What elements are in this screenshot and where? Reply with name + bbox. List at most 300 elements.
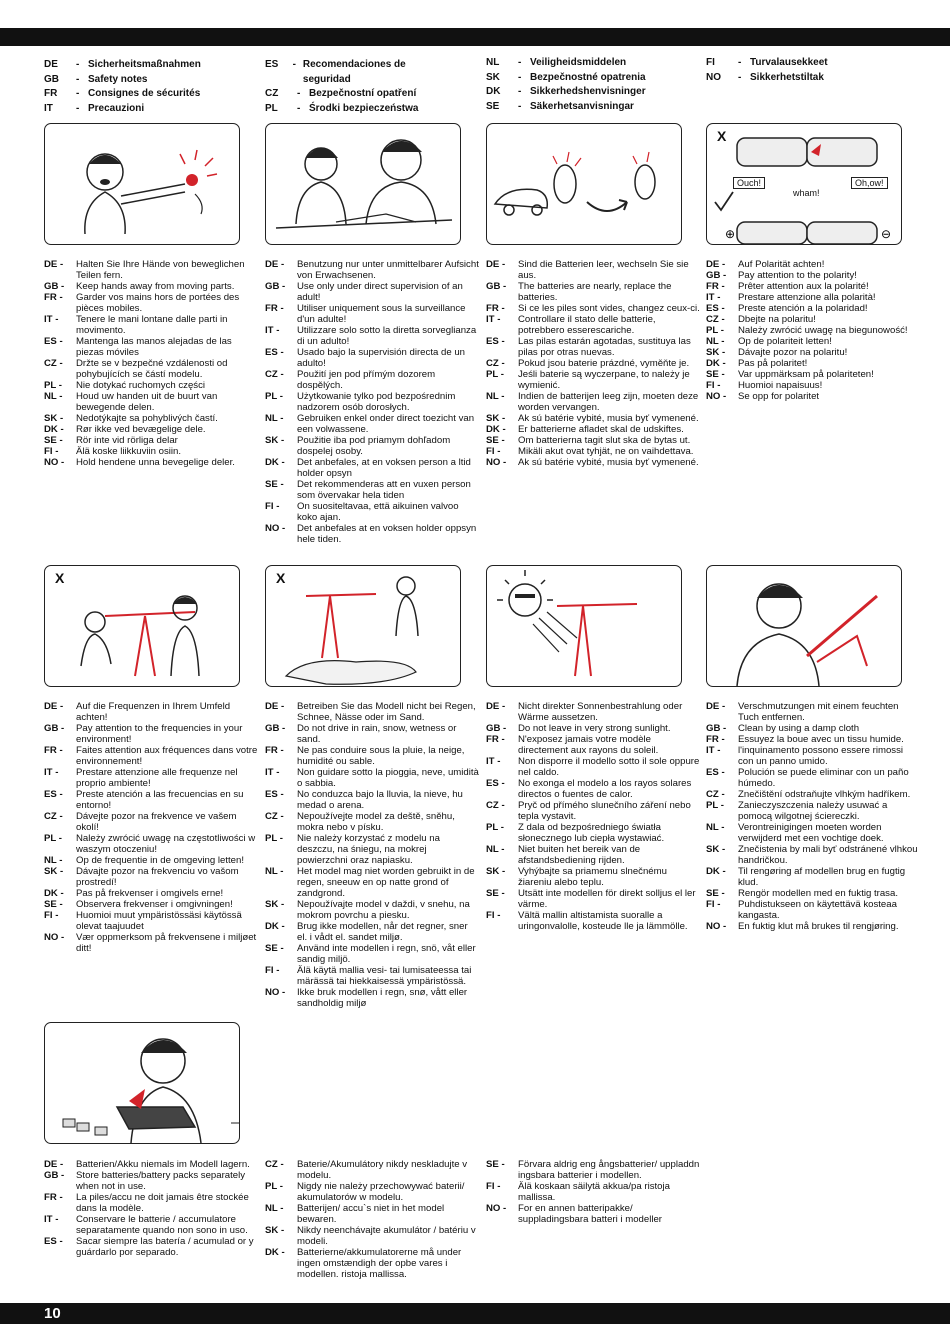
lang-code: CZ -	[44, 811, 63, 822]
instruction-row	[706, 866, 920, 888]
instruction-text: The batteries are nearly, replace the batteries.	[518, 281, 672, 303]
lang-code: PL -	[44, 833, 62, 844]
instruction-text: Należy zwrócić uwagę na biegunowość!	[738, 325, 908, 336]
lang-code: FR -	[486, 303, 505, 314]
instruction-row	[265, 303, 479, 325]
text-sunlight	[486, 701, 700, 932]
lang-code: ES -	[44, 1236, 63, 1247]
instruction-text: Halten Sie Ihre Hände von beweglichen Teilen fern.	[76, 259, 245, 281]
instruction-text: Nie dotykać ruchomych części	[76, 380, 206, 391]
boy-cleaning-crane-illustration	[707, 566, 902, 687]
instruction-text: Controllare il stato delle batterie, potrebbero esserescariche.	[518, 314, 656, 336]
instruction-row	[706, 380, 920, 391]
instruction-row	[44, 424, 258, 435]
lang-code: DE -	[486, 259, 506, 270]
lang-code: GB -	[265, 723, 286, 734]
lang-code: SE -	[486, 435, 505, 446]
instruction-row	[486, 259, 700, 281]
instruction-text: Ikke bruk modellen i regn, snø, vått eller sandholdig miljø	[297, 987, 468, 1009]
instruction-text: Hold hendene unna bevegelige deler.	[76, 457, 235, 468]
separator: -	[292, 59, 296, 70]
instruction-row	[44, 1236, 258, 1258]
lang-code: IT -	[486, 756, 501, 767]
instruction-row	[486, 822, 700, 844]
instruction-row	[486, 1181, 700, 1203]
instruction-row	[265, 921, 479, 943]
instruction-row	[706, 899, 920, 921]
instruction-row	[706, 701, 920, 723]
instruction-row	[706, 259, 920, 270]
instruction-row	[265, 457, 479, 479]
separator: -	[518, 71, 522, 83]
lang-code: FR -	[265, 303, 284, 314]
instruction-text: Zanieczyszczenia należy usuwać a pomocą wilgotnej ściereczki.	[738, 800, 888, 822]
instruction-row	[706, 734, 920, 745]
heading-row	[44, 73, 249, 88]
lang-code: SE	[486, 100, 500, 112]
lang-code: PL	[265, 102, 278, 114]
instruction-text: Clean by using a damp cloth	[738, 723, 860, 734]
instruction-text: Nigdy nie należy przechowywać baterii/ akumulatorów w modelu.	[297, 1181, 465, 1203]
instruction-text: Pokud jsou baterie prázdné, vyměňte je.	[518, 358, 690, 369]
heading-text: Safety notes	[88, 73, 148, 85]
heading-row	[44, 87, 249, 102]
instruction-row	[44, 789, 258, 811]
lang-code: NO -	[486, 457, 507, 468]
instruction-row	[265, 745, 479, 767]
instruction-row	[486, 778, 700, 800]
lang-code: GB -	[486, 281, 507, 292]
heading-row	[44, 102, 249, 117]
lang-code: CZ -	[706, 314, 725, 325]
instruction-row	[265, 1203, 479, 1225]
instruction-text: Use only under direct supervision of an adult!	[297, 281, 463, 303]
lang-code: ES	[265, 59, 279, 70]
lang-code: DK -	[265, 457, 285, 468]
lang-code: PL -	[265, 833, 283, 844]
instruction-text: Store batteries/battery packs separately when not in use.	[76, 1170, 246, 1192]
lang-code: GB -	[265, 281, 286, 292]
instruction-row	[265, 866, 479, 899]
lang-code: NL -	[706, 822, 725, 833]
lang-code: GB -	[44, 1170, 65, 1181]
lang-code: CZ -	[706, 789, 725, 800]
lang-code: NL -	[265, 1203, 284, 1214]
instruction-row	[486, 457, 700, 468]
svg-text:⊖: ⊖	[881, 227, 892, 241]
instruction-text: Dávajte pozor na polaritu!	[738, 347, 848, 358]
lang-code: NO -	[44, 457, 65, 468]
instruction-text: Var uppmärksam på polariteten!	[738, 369, 874, 380]
instruction-text: Het model mag niet worden gebruikt in de regen, sneeuw en op natte grond of zandgrond.	[297, 866, 475, 899]
instruction-text: Las pilas estarán agotadas, sustituya las pilas por otras nuevas.	[518, 336, 691, 358]
instruction-text: Ak sú batérie vybité, musia byť vymenené.	[518, 413, 699, 424]
lang-code: ES -	[265, 347, 284, 358]
lang-code: ES -	[265, 789, 284, 800]
heading-text: Bezpečnostné opatrenia	[530, 71, 646, 83]
lang-code: PL -	[265, 1181, 283, 1192]
instruction-text: Rör inte vid rörliga delar	[76, 435, 178, 446]
instruction-text: N'exposez jamais votre modèle directement aux rayons du soleil.	[518, 734, 659, 756]
instruction-row	[265, 987, 479, 1009]
instruction-row	[265, 391, 479, 413]
instruction-text: Älä käytä mallia vesi- tai lumisateessa tai märässä tai hiekkaisessä ympäristössä.	[297, 965, 472, 987]
crane-in-puddle-illustration	[266, 566, 461, 687]
instruction-text: Niet buiten het bereik van de afstandsbediening rijden.	[518, 844, 641, 866]
instruction-text: Huomioi napaisuus!	[738, 380, 823, 391]
heading-col-2	[265, 58, 435, 116]
instruction-row	[265, 347, 479, 369]
instruction-text: Non guidare sotto la pioggia, neve, umidità o sabbia.	[297, 767, 479, 789]
text-store-batteries-2	[265, 1159, 479, 1280]
instruction-row	[706, 303, 920, 314]
lang-code: DK -	[265, 921, 285, 932]
lang-code: DK -	[706, 866, 726, 877]
instruction-row	[265, 1247, 479, 1280]
instruction-row	[486, 369, 700, 391]
heading-text: Środki bezpieczeństwa	[309, 102, 419, 114]
instruction-row	[486, 844, 700, 866]
lang-code: FI -	[706, 899, 721, 910]
instruction-row	[486, 734, 700, 756]
instruction-text: Znečistenia by mali byť odstránené vlhkou handričkou.	[738, 844, 918, 866]
separator: -	[738, 71, 742, 83]
instruction-text: Älä koske liikkuviin osiin.	[76, 446, 182, 457]
instruction-row	[486, 866, 700, 888]
instruction-text: Nie należy korzystać z modelu na deszczu, na śniegu, na mokrej powierzchni oraz napiasku.	[297, 833, 440, 866]
wham-label: wham!	[793, 188, 820, 198]
instruction-text: Pryč od přímého slunečního záření nebo tepla vystavit.	[518, 800, 691, 822]
instruction-row	[44, 866, 258, 888]
panel-store-batteries	[44, 1022, 240, 1144]
instruction-text: Sind die Batterien leer, wechseln Sie sie aus.	[518, 259, 689, 281]
heading-row	[706, 71, 911, 86]
instruction-row	[265, 1225, 479, 1247]
instruction-text: Vyhýbajte sa priamemu slnečnému žiareniu alebo teplu.	[518, 866, 667, 888]
instruction-text: For en annen batteripakke/ suppladingsbara batteri i modeller	[518, 1203, 662, 1225]
instruction-row	[44, 1159, 258, 1170]
instruction-text: Op de frequentie in de omgeving letten!	[76, 855, 245, 866]
instruction-text: Använd inte modellen i regn, snö, våt eller sandig miljö.	[297, 943, 476, 965]
text-frequencies	[44, 701, 258, 954]
heading-row	[265, 102, 435, 117]
instruction-text: Pay attention to the polarity!	[738, 270, 857, 281]
lang-code: CZ -	[486, 800, 505, 811]
lang-code: DE -	[265, 701, 285, 712]
lang-code: DE	[44, 59, 58, 70]
instruction-row	[706, 314, 920, 325]
separator: -	[76, 102, 80, 114]
lang-code: IT -	[706, 292, 721, 303]
instruction-text: No conduzca bajo la lluvia, la nieve, hu medad o arena.	[297, 789, 463, 811]
instruction-text: Batterijen/ accu`s niet in het model bewaren.	[297, 1203, 445, 1225]
heading-row	[486, 100, 691, 115]
instruction-text: Baterie/Akumulátory nikdy neskladujte v modelu.	[297, 1159, 468, 1181]
instruction-text: Til rengøring af modellen brug en fugtig klud.	[738, 866, 906, 888]
lang-code: DK	[486, 86, 501, 97]
heading-col-3	[486, 56, 691, 114]
lang-code: NO -	[265, 987, 286, 998]
lang-code: NL -	[44, 855, 63, 866]
lang-code: ES -	[706, 767, 725, 778]
instruction-row	[44, 701, 258, 723]
heading-row	[706, 56, 911, 71]
instruction-text: Preste atención a las frecuencias en su entorno!	[76, 789, 244, 811]
instruction-text: Nikdy neenchávajte akumulátor / batériu v modeli.	[297, 1225, 476, 1247]
heading-row	[265, 58, 435, 87]
lang-code: NO -	[44, 932, 65, 943]
lang-code: SK -	[486, 866, 506, 877]
instruction-text: Conservare le batterie / accumulatore separatamente quando non sono in uso.	[76, 1214, 248, 1236]
instruction-text: Det anbefales, at en voksen person a ltid holder opsyn	[297, 457, 471, 479]
instruction-text: Verontreinigingen moeten worden verwijderd met een vochtige doek.	[738, 822, 884, 844]
instruction-text: Batterierne/akkumulatorerne må under ingen omstændigh der opbe vares i modellen. ristoja mallissa.	[297, 1247, 462, 1280]
instruction-row	[706, 270, 920, 281]
instruction-row	[265, 767, 479, 789]
instruction-row	[706, 336, 920, 347]
text-batteries-empty	[486, 259, 700, 468]
ouch-label: Ouch!	[733, 177, 765, 189]
panel-adult-supervision	[265, 123, 461, 245]
instruction-row	[486, 888, 700, 910]
instruction-row	[265, 833, 479, 866]
instruction-row	[44, 899, 258, 910]
lang-code: NL -	[265, 413, 284, 424]
lang-code: GB -	[486, 723, 507, 734]
instruction-text: Jeśli baterie są wyczerpane, to należy je wymienić.	[518, 369, 690, 391]
instruction-text: Mantenga las manos alejadas de las piezas móviles	[76, 336, 232, 358]
instruction-row	[486, 1159, 700, 1181]
instruction-row	[265, 789, 479, 811]
adult-child-illustration	[266, 124, 461, 245]
instruction-text: Sacar siempre las batería / acumulad or y guárdarlo por separado.	[76, 1236, 254, 1258]
instruction-row	[486, 336, 700, 358]
instruction-text: Nepoužívejte model za deště, sněhu, mokra nebo v písku.	[297, 811, 455, 833]
instruction-text: Nicht direkter Sonnenbestrahlung oder Wärme aussetzen.	[518, 701, 683, 723]
heading-text: Bezpečnostní opatření	[309, 88, 417, 99]
lang-code: SK -	[706, 347, 726, 358]
heading-text: Precauzioni	[88, 102, 145, 114]
lang-code: NL -	[265, 866, 284, 877]
instruction-row	[44, 811, 258, 833]
lang-code: FI -	[486, 446, 501, 457]
instruction-text: Prêter attention aux la polarité!	[738, 281, 869, 292]
instruction-row	[706, 822, 920, 844]
lang-code: ES -	[486, 778, 505, 789]
instruction-row	[706, 358, 920, 369]
lang-code: IT -	[486, 314, 501, 325]
heading-text: Sicherheitsmaßnahmen	[88, 59, 201, 70]
instruction-text: Betreiben Sie das Modell nicht bei Regen, Schnee, Nässe oder im Sand.	[297, 701, 476, 723]
instruction-row	[44, 435, 258, 446]
lang-code: NO -	[265, 523, 286, 534]
instruction-row	[486, 446, 700, 457]
instruction-text: En fuktig klut må brukes til rengjøring.	[738, 921, 899, 932]
lang-code: FI -	[44, 910, 59, 921]
instruction-row	[44, 1170, 258, 1192]
instruction-row	[706, 789, 920, 800]
instruction-row	[44, 888, 258, 899]
lang-code: GB -	[706, 270, 727, 281]
lang-code: DE -	[44, 259, 64, 270]
lang-code: CZ -	[265, 1159, 284, 1170]
instruction-row	[486, 281, 700, 303]
lang-code: PL -	[486, 369, 504, 380]
separator: -	[76, 88, 80, 99]
instruction-text: Auf die Frequenzen in Ihrem Umfeld achten!	[76, 701, 231, 723]
wrong-x-mark: X	[717, 128, 727, 144]
heading-row	[486, 85, 691, 100]
lang-code: NL -	[486, 844, 505, 855]
separator: -	[518, 86, 522, 97]
lang-code: GB -	[44, 281, 65, 292]
instruction-row	[44, 413, 258, 424]
separator: -	[518, 57, 522, 68]
instruction-row	[706, 800, 920, 822]
instruction-text: Mikäli akut ovat tyhjät, ne on vaihdettava.	[518, 446, 694, 457]
instruction-row	[706, 888, 920, 899]
boy-storing-batteries-illustration	[45, 1023, 240, 1144]
instruction-text: Det anbefales at en voksen holder oppsyn hele tiden.	[297, 523, 477, 545]
separator: -	[76, 73, 80, 85]
text-polarity	[706, 259, 920, 402]
lang-code: SE -	[706, 888, 725, 899]
lang-code: PL -	[486, 822, 504, 833]
instruction-row	[44, 391, 258, 413]
panel-rain-snow	[265, 565, 461, 687]
lang-code: PL -	[706, 800, 724, 811]
lang-code: NO -	[706, 921, 727, 932]
instruction-row	[44, 457, 258, 468]
instruction-row	[265, 259, 479, 281]
instruction-text: Op de polariteit letten!	[738, 336, 832, 347]
lang-code: DK -	[486, 424, 506, 435]
instruction-text: Użytkowanie tylko pod bezpośrednim nadzorem osób dorosłych.	[297, 391, 456, 413]
lang-code: FR -	[706, 734, 725, 745]
two-kids-crane-illustration	[45, 566, 240, 687]
instruction-row	[44, 1192, 258, 1214]
instruction-text: Dávajte pozor na frekvenciu vo vašom prostredí!	[76, 866, 239, 888]
instruction-text: Polución se puede eliminar con un paño húmedo.	[738, 767, 909, 789]
lang-code: ES -	[706, 303, 725, 314]
instruction-row	[265, 479, 479, 501]
instruction-text: Förvara aldrig eng ångsbatterier/ uppladdn ingsbara batterier i modellen.	[518, 1159, 700, 1181]
lang-code: CZ	[265, 88, 279, 99]
instruction-row	[265, 413, 479, 435]
heading-text: Veiligheidsmiddelen	[530, 57, 627, 68]
heading-col-4	[706, 56, 911, 85]
heading-row	[486, 71, 691, 86]
instruction-text: Utsätt inte modellen för direkt solljus el ler värme.	[518, 888, 696, 910]
instruction-row	[486, 756, 700, 778]
instruction-row	[44, 259, 258, 281]
instruction-row	[486, 800, 700, 822]
separator: -	[738, 57, 742, 68]
instruction-text: Do not drive in rain, snow, wetness or sand.	[297, 723, 457, 745]
instruction-text: Älä koskaan säilytä akkua/pa ristoja mallissa.	[518, 1181, 670, 1203]
lang-code: DK -	[265, 1247, 285, 1258]
lang-code: DE -	[44, 1159, 64, 1170]
lang-code: IT -	[265, 767, 280, 778]
instruction-row	[486, 435, 700, 446]
instruction-row	[44, 446, 258, 457]
lang-code: FI	[706, 57, 715, 68]
instruction-row	[44, 855, 258, 866]
separator: -	[297, 102, 301, 114]
lang-code: NO	[706, 71, 721, 83]
lang-code: CZ -	[44, 358, 63, 369]
lang-code: PL -	[265, 391, 283, 402]
instruction-text: Observera frekvenser i omgivningen!	[76, 899, 233, 910]
lang-code: SE -	[44, 899, 63, 910]
instruction-row	[706, 347, 920, 358]
instruction-text: Houd uw handen uit de buurt van bewegende delen.	[76, 391, 218, 413]
lang-code: FI -	[265, 501, 280, 512]
instruction-row	[44, 336, 258, 358]
lang-code: ES -	[486, 336, 505, 347]
lang-code: FI -	[706, 380, 721, 391]
instruction-text: Znečištění odstraňujte vlhkým hadříkem.	[738, 789, 911, 800]
lang-code: DE -	[44, 701, 64, 712]
lang-code: FR -	[706, 281, 725, 292]
instruction-text: Prestare attenzione alle frequenze nel proprio ambiente!	[76, 767, 238, 789]
instruction-row	[486, 391, 700, 413]
lang-code: SK -	[706, 844, 726, 855]
lang-code: NO -	[486, 1203, 507, 1214]
lang-code: SK -	[265, 899, 285, 910]
lang-code: GB -	[44, 723, 65, 734]
lang-code: NO -	[706, 391, 727, 402]
lang-code: FR -	[44, 745, 63, 756]
instruction-row	[706, 391, 920, 402]
instruction-text: Indien de batterijen leeg zijn, moeten deze worden vervangen.	[518, 391, 699, 413]
instruction-row	[265, 899, 479, 921]
text-store-batteries	[44, 1159, 258, 1258]
instruction-row	[44, 314, 258, 336]
instruction-row	[486, 314, 700, 336]
instruction-text: Non disporre il modello sotto il sole oppure nel caldo.	[518, 756, 700, 778]
instruction-text: Verschmutzungen mit einem feuchten Tuch entfernen.	[738, 701, 899, 723]
lang-code: GB	[44, 73, 59, 85]
instruction-text: Si ce les piles sont vides, changez ceux-ci.	[518, 303, 700, 314]
instruction-text: Se opp for polaritet	[738, 391, 820, 402]
instruction-text: Rengör modellen med en fuktig trasa.	[738, 888, 898, 899]
panel-polarity	[706, 123, 902, 245]
instruction-row	[265, 811, 479, 833]
lang-code: FR -	[486, 734, 505, 745]
wrong-x-mark: X	[276, 570, 286, 586]
text-clean-cloth	[706, 701, 920, 932]
heading-row	[486, 56, 691, 71]
instruction-row	[486, 424, 700, 435]
instruction-text: Ne pas conduire sous la pluie, la neige, humidité ou sable.	[297, 745, 465, 767]
lang-code: SE -	[44, 435, 63, 446]
instruction-row	[706, 369, 920, 380]
lang-code: SE -	[486, 888, 505, 899]
lang-code: DK -	[44, 424, 64, 435]
text-rain-snow	[265, 701, 479, 1009]
instruction-row	[486, 1203, 700, 1225]
instruction-text: Pay attention to the frequencies in your environment!	[76, 723, 243, 745]
instruction-text: Utiliser uniquement sous la surveillance d'un adulte!	[297, 303, 466, 325]
instruction-row	[706, 325, 920, 336]
lang-code: DK -	[44, 888, 64, 899]
instruction-text: No exonga el modelo a los rayos solares directos o fuentes de calor.	[518, 778, 692, 800]
lang-code: IT -	[265, 325, 280, 336]
instruction-text: Do not leave in very strong sunlight.	[518, 723, 671, 734]
instruction-row	[44, 380, 258, 391]
instruction-row	[706, 921, 920, 932]
